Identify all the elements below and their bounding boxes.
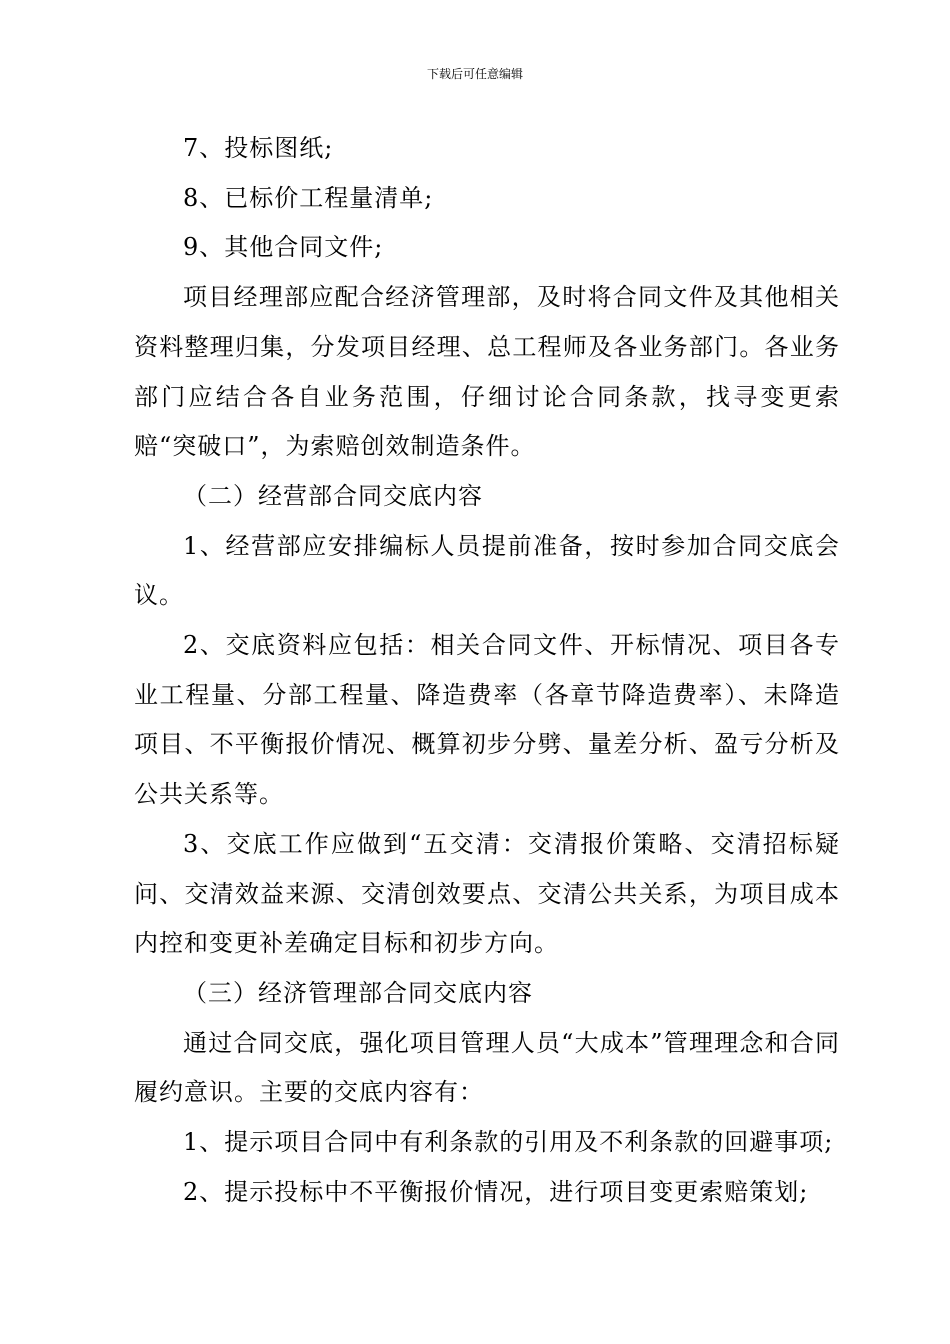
list-item-handover-materials: 2、交底资料应包括：相关合同文件、开标情况、项目各专业工程量、分部工程量、降造费率（各章节降造费率）、未降造项目、不平衡报价情况、概算初步分劈、量差分析、盈亏分析及公共关系等。: [134, 631, 840, 809]
section-heading-business-department: （二）经营部合同交底内容: [183, 481, 483, 510]
paragraph-handover-purpose: 通过合同交底，强化项目管理人员“大成本”管理理念和合同履约意识。主要的交底内容有：: [134, 1028, 840, 1107]
section-heading-economic-department: （三）经济管理部合同交底内容: [183, 978, 533, 1007]
document-body: [134, 124, 840, 1217]
list-item-bid-drawings: 7、投标图纸;: [183, 134, 334, 162]
list-item-priced-bill: 8、已标价工程量清单;: [183, 183, 434, 212]
list-item-favorable-clauses: 1、提示项目合同中有利条款的引用及不利条款的回避事项;: [183, 1128, 834, 1157]
page-header: 下载后可任意编辑: [426, 67, 523, 81]
list-item-unbalanced-quotes: 2、提示投标中不平衡报价情况，进行项目变更索赔策划;: [183, 1177, 809, 1206]
list-item-other-documents: 9、其他合同文件;: [183, 233, 384, 262]
paragraph-project-department: 项目经理部应配合经济管理部，及时将合同文件及其他相关资料整理归集，分发项目经理、总工程师及各业务部门。各业务部门应结合各自业务范围，仔细讨论合同条款，找寻变更索赔“突破口”，为索赔创效制造条件。: [134, 283, 840, 461]
list-item-five-clarifications: 3、交底工作应做到“五交清：交清报价策略、交清招标疑问、交清效益来源、交清创效要点、交清公共关系，为项目成本内控和变更补差确定目标和初步方向。: [134, 829, 840, 958]
list-item-bid-staff: 1、经营部应安排编标人员提前准备，按时参加合同交底会议。: [134, 531, 840, 610]
